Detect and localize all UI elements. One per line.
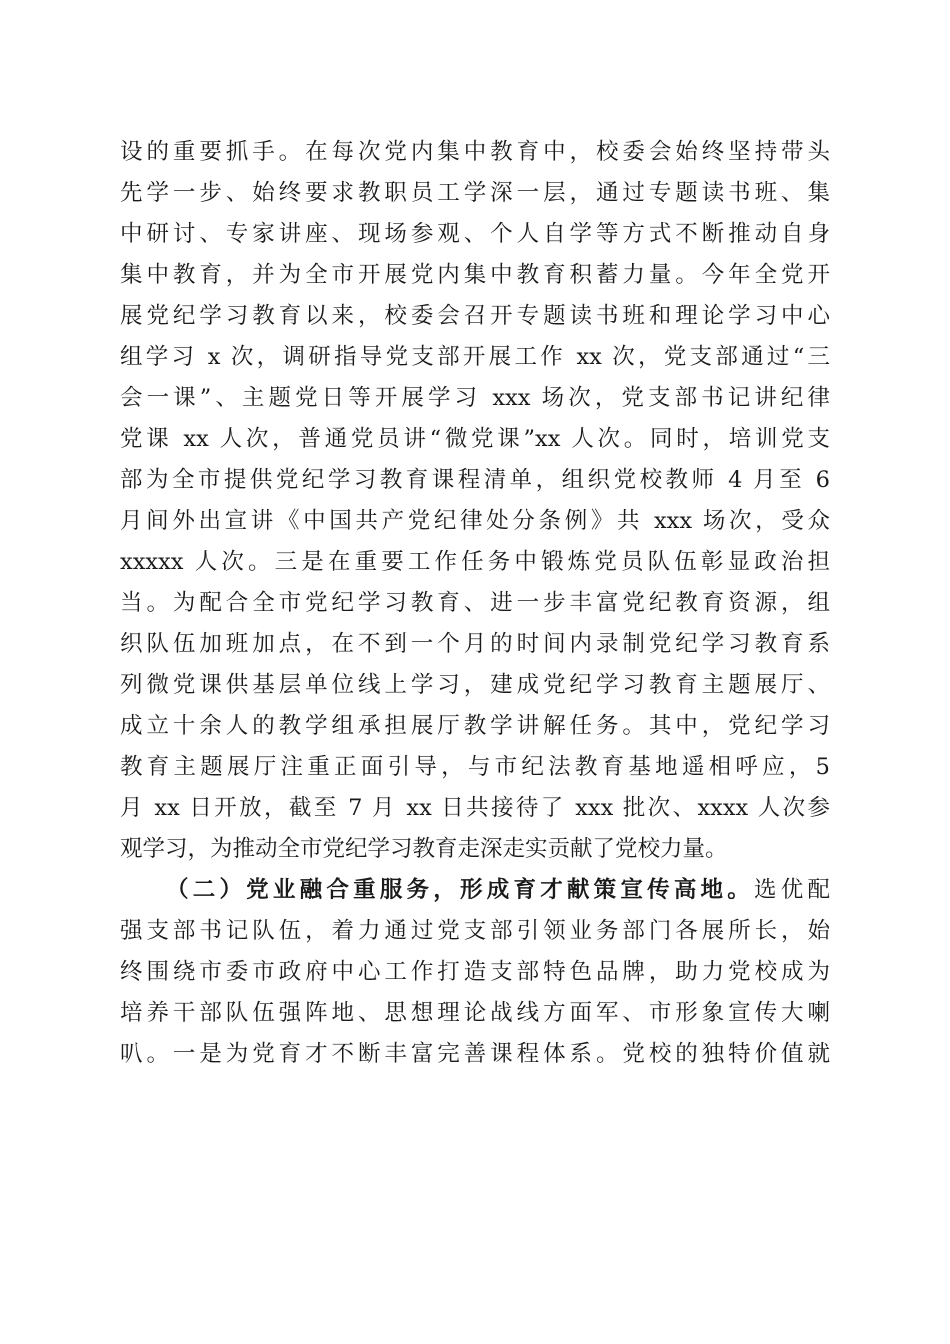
- text-line: 叭。一是为党育才不断丰富完善课程体系。党校的独特价值就: [120, 1041, 830, 1067]
- text-line: 当。为配合全市党纪学习教育、进一步丰富党纪教育资源，组: [120, 590, 830, 616]
- text-line: 观学习，为推动全市党纪学习教育走深走实贡献了党校力量。: [120, 836, 728, 862]
- text-line: 展党纪学习教育以来，校委会召开专题读书班和理论学习中心: [120, 303, 830, 329]
- text-line: xxxxx 人次。三是在重要工作任务中锻炼党员队伍彰显政治担: [120, 549, 830, 575]
- text-line: 终围绕市委市政府中心工作打造支部特色品牌，助力党校成为: [120, 959, 830, 985]
- text-line: 组学习 x 次，调研指导党支部开展工作 xx 次，党支部通过“三: [120, 344, 830, 370]
- text-line: 部为全市提供党纪学习教育课程清单，组织党校教师 4 月至 6: [120, 467, 830, 493]
- text-line: 培养干部队伍强阵地、思想理论战线方面军、市形象宣传大喇: [120, 1000, 830, 1026]
- text-line: 先学一步、始终要求教职员工学深一层，通过专题读书班、集: [120, 180, 830, 206]
- section-heading-line: [120, 870, 830, 911]
- text-line: 集中教育，并为全市开展党内集中教育积蓄力量。今年全党开: [120, 262, 830, 288]
- text-line: 教育主题展厅注重正面引导，与市纪法教育基地遥相呼应，5: [120, 754, 830, 780]
- text-line: 会一课”、主题党日等开展学习 xxx 场次，党支部书记讲纪律: [120, 385, 830, 411]
- body-text: [120, 132, 830, 1075]
- text-line: 月 xx 日开放，截至 7 月 xx 日共接待了 xxx 批次、xxxx 人次参: [120, 795, 830, 821]
- text-line: 成立十余人的教学组承担展厅教学讲解任务。其中，党纪学习: [120, 713, 830, 739]
- text-line: 党课 xx 人次，普通党员讲“微党课”xx 人次。同时，培训党支: [120, 426, 830, 452]
- section-heading-continuation: 选优配: [754, 877, 830, 903]
- text-line: 月间外出宣讲《中国共产党纪律处分条例》共 xxx 场次，受众: [120, 508, 830, 534]
- text-line: 列微党课供基层单位线上学习，建成党纪学习教育主题展厅、: [120, 672, 830, 698]
- text-line: 中研讨、专家讲座、现场参观、个人自学等方式不断推动自身: [120, 221, 830, 247]
- text-line: 织队伍加班加点，在不到一个月的时间内录制党纪学习教育系: [120, 631, 830, 657]
- text-line: 设的重要抓手。在每次党内集中教育中，校委会始终坚持带头: [120, 139, 830, 165]
- text-line: 强支部书记队伍，着力通过党支部引领业务部门各展所长，始: [120, 918, 830, 944]
- section-heading: （二）党业融合重服务，形成育才献策宣传高地。: [166, 877, 755, 903]
